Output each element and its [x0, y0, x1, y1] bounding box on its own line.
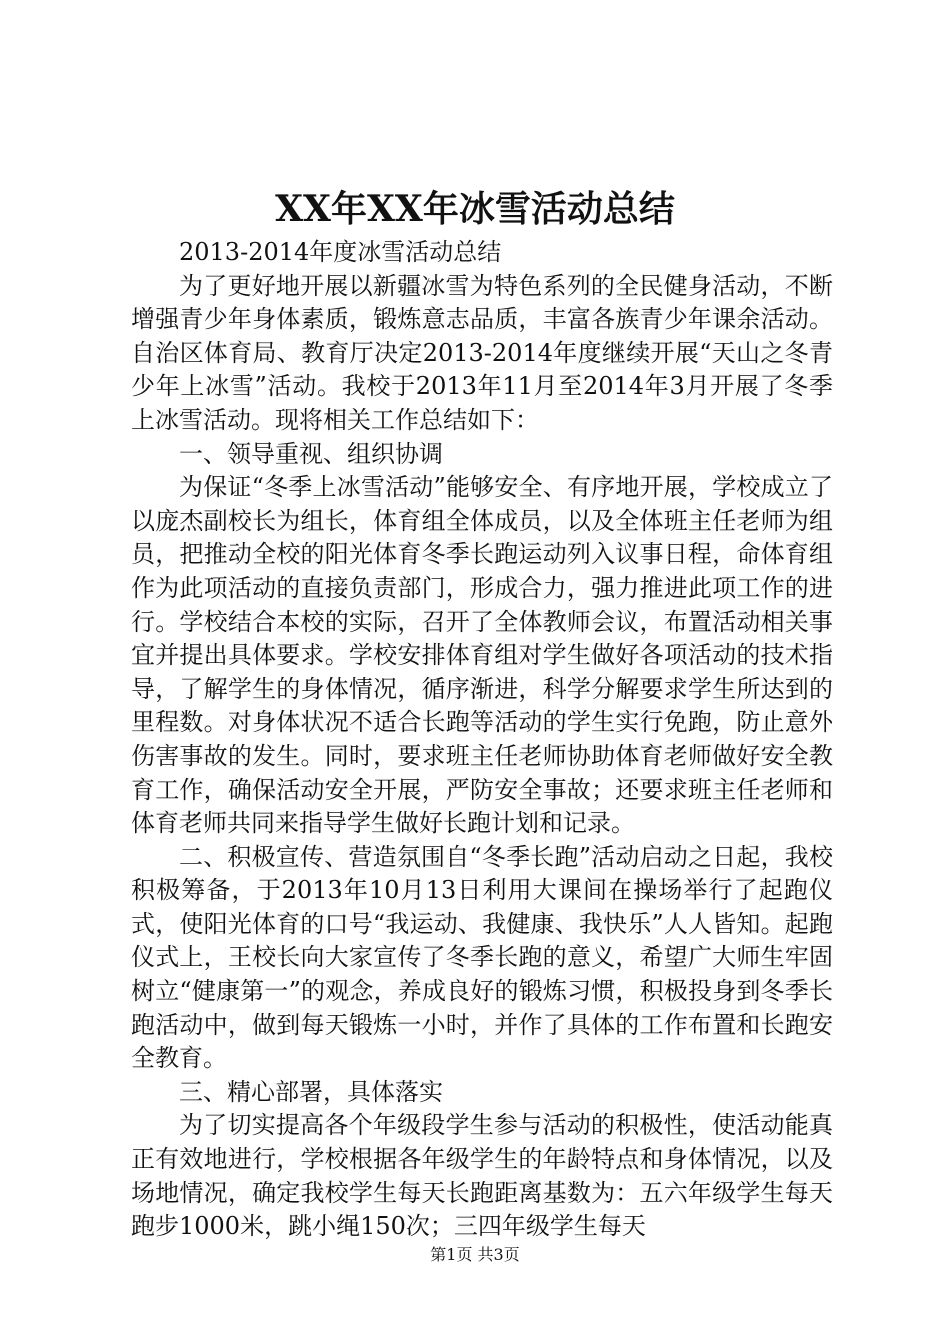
document-body [131, 236, 833, 1244]
section-paragraph-1: 为保证“冬季上冰雪活动”能够安全、有序地开展，学校成立了以庞杰副校长为组长，体育组全体成员，以及全体班主任老师为组员，把推动全校的阳光体育冬季长跑运动列入议事日程，命体育组作为此项活动的直接负责部门，形成合力，强力推进此项工作的进行。学校结合本校的实际，召开了全体教师会议，布置活动相关事宜并提出具体要求。学校安排体育组对学生做好各项活动的技术指导，了解学生的身体情况，循序渐进，科学分解要求学生所达到的里程数。对身体状况不适合长跑等活动的学生实行免跑，防止意外伤害事故的发生。同时，要求班主任老师协助体育老师做好安全教育工作，确保活动安全开展，严防安全事故；还要求班主任老师和体育老师共同来指导学生做好长跑计划和记录。 [131, 473, 833, 838]
section-heading-3: 三、精心部署，具体落实 [179, 1077, 443, 1106]
subtitle-paragraph: 2013-2014年度冰雪活动总结 [179, 238, 502, 266]
section-heading-1: 一、领导重视、组织协调 [179, 439, 443, 468]
document-title: XX年XX年冰雪活动总结 [275, 188, 675, 230]
page-footer: 第1页 共3页 [430, 1245, 520, 1264]
section-paragraph-3: 为了切实提高各个年级段学生参与活动的积极性，使活动能真正有效地进行，学校根据各年级学生的年龄特点和身体情况，以及场地情况，确定我校学生每天长跑距离基数为：五六年级学生每天跑步1000米，跳小绳150次；三四年级学生每天 [131, 1111, 833, 1241]
intro-paragraph: 为了更好地开展以新疆冰雪为特色系列的全民健身活动，不断增强青少年身体素质，锻炼意志品质，丰富各族青少年课余活动。自治区体育局、教育厅决定2013-2014年度继续开展“天山之冬青少年上冰雪”活动。我校于2013年11月至2014年3月开展了冬季上冰雪活动。现将相关工作总结如下： [131, 271, 833, 434]
section-paragraph-2: 二、积极宣传、营造氛围自“冬季长跑”活动启动之日起，我校积极筹备，于2013年10月13日利用大课间在操场举行了起跑仪式，使阳光体育的口号“我运动、我健康、我快乐”人人皆知。起跑仪式上，王校长向大家宣传了冬季长跑的意义，希望广大师生牢固树立“健康第一”的观念，养成良好的锻炼习惯，积极投身到冬季长跑活动中，做到每天锻炼一小时，并作了具体的工作布置和长跑安全教育。 [131, 842, 833, 1073]
